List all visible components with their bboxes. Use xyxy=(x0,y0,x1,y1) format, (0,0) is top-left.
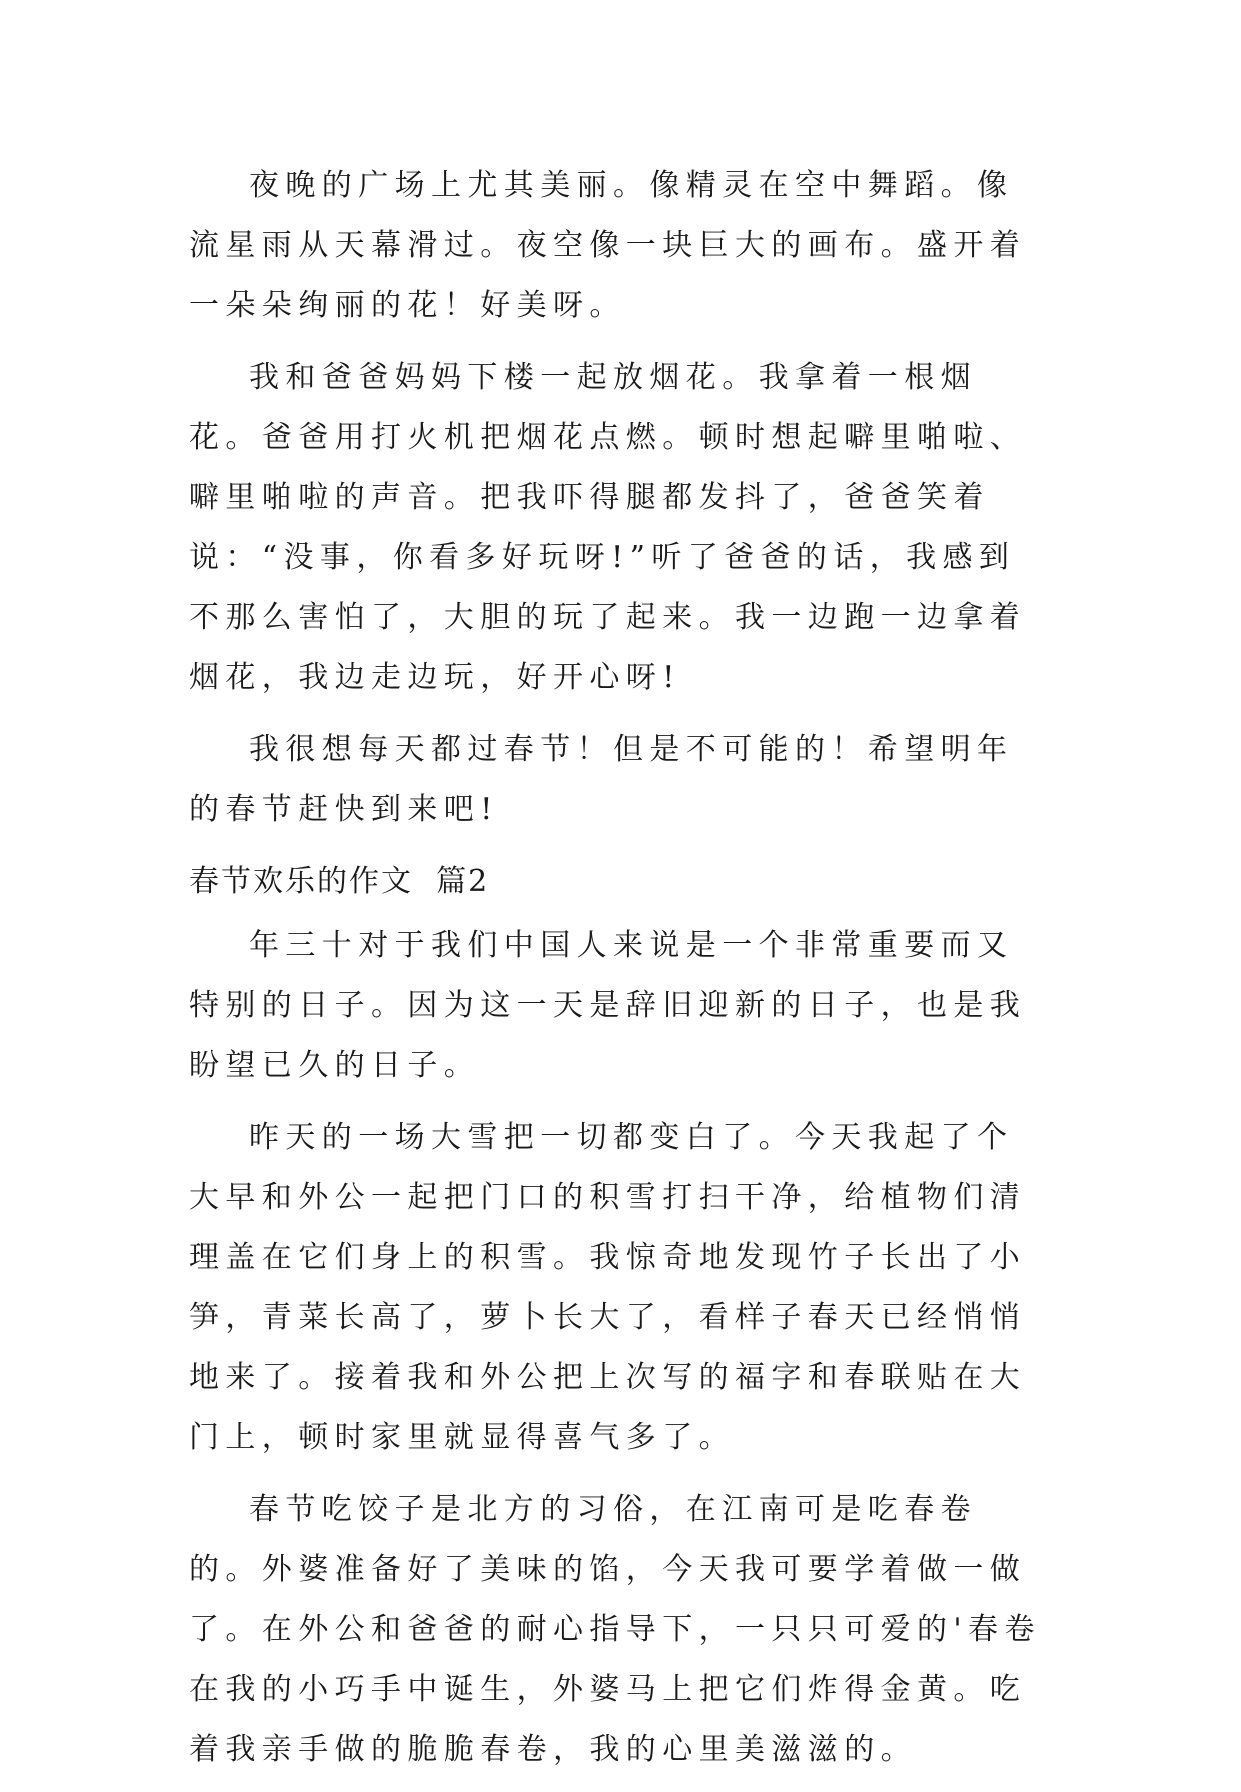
paragraph: 春节吃饺子是北方的习俗，在江南可是吃春卷的。外婆准备好了美味的馅，今天我可要学着做一做了。在外公和爸爸的耐心指导下，一只只可爱的'春卷在我的小巧手中诞生，外婆马上把它们炸得金黄。吃着我亲手做的脆脆春卷，我的心里美滋滋的。 xyxy=(189,1492,1041,1767)
paragraph: 昨天的一场大雪把一切都变白了。今天我起了个大早和外公一起把门口的积雪打扫干净，给植物们清理盖在它们身上的积雪。我惊奇地发现竹子长出了小笋，青菜长高了，萝卜长大了，看样子春天已经悄悄地来了。接着我和外公把上次写的福字和春联贴在大门上，顿时家里就显得喜气多了。 xyxy=(189,1120,1027,1455)
paragraph: 我和爸爸妈妈下楼一起放烟花。我拿着一根烟花。爸爸用打火机把烟花点燃。顿时想起噼里啪啦、噼里啪啦的声音。把我吓得腿都发抖了，爸爸笑着说：“没事，你看多好玩呀!”听了爸爸的话，我感到不那么害怕了，大胆的玩了起来。我一边跑一边拿着烟花，我边走边玩，好开心呀! xyxy=(189,360,1027,695)
document-body xyxy=(189,156,1049,1792)
paragraph: 夜晚的广场上尤其美丽。像精灵在空中舞蹈。像流星雨从天幕滑过。夜空像一块巨大的画布。盛开着一朵朵绚丽的花！好美呀。 xyxy=(189,168,1027,323)
paragraph: 我很想每天都过春节！但是不可能的！希望明年的春节赶快到来吧! xyxy=(189,732,1014,827)
section-heading: 春节欢乐的作文 篇2 xyxy=(189,864,490,899)
paragraph: 年三十对于我们中国人来说是一个非常重要而又特别的日子。因为这一天是辞旧迎新的日子，也是我盼望已久的日子。 xyxy=(189,928,1027,1083)
